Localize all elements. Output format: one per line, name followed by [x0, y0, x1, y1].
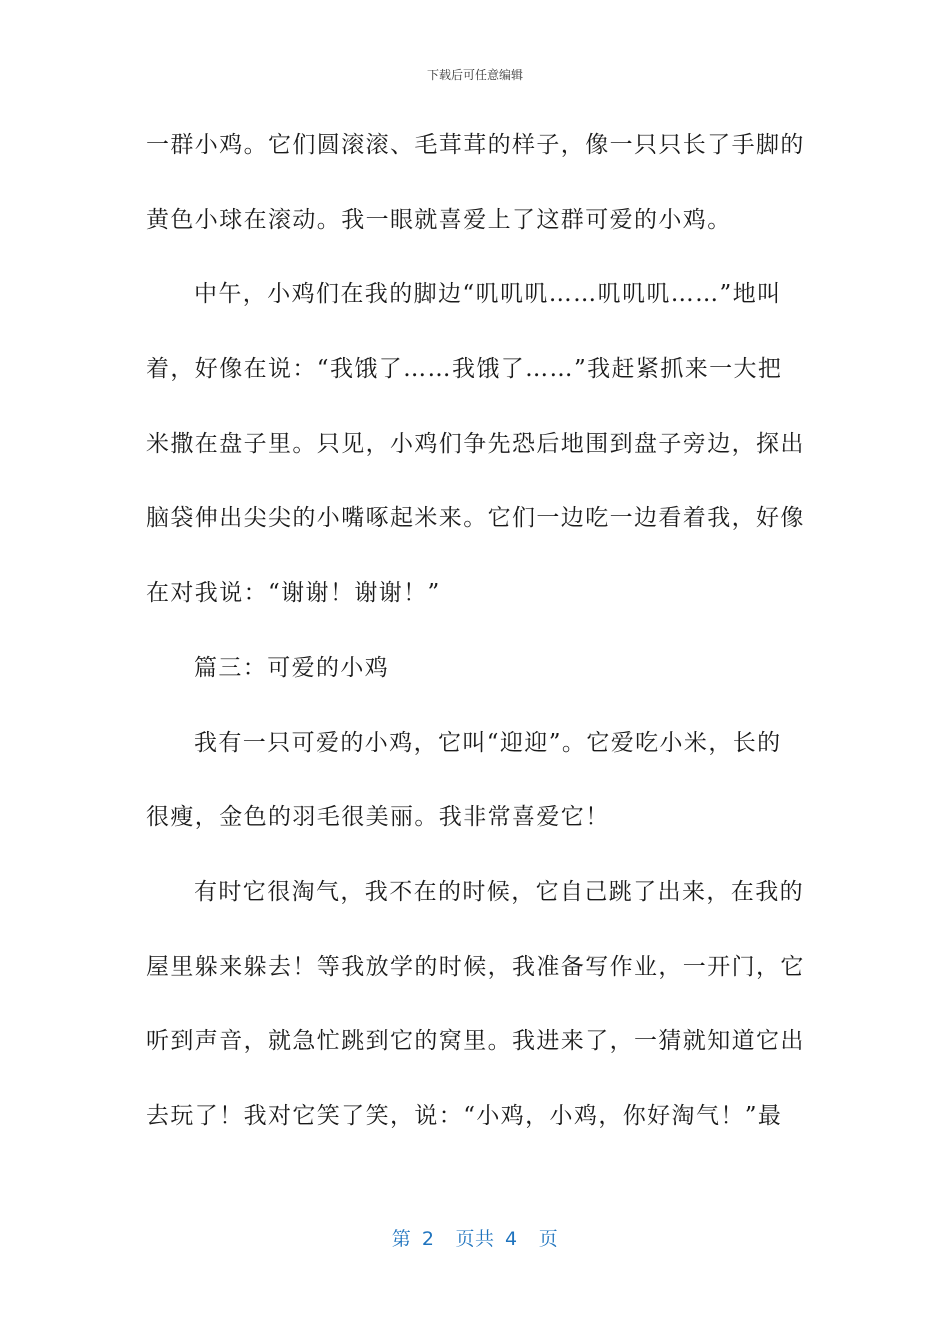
text-line: 屋里躲来躲去！等我放学的时候，我准备写作业，一开门，它	[146, 953, 805, 980]
document-body	[146, 115, 806, 1161]
text-line: 脑袋伸出尖尖的小嘴啄起米来。它们一边吃一边看着我，好像	[146, 505, 805, 532]
text-line: 去玩了！我对它笑了笑，说：“小鸡，小鸡，你好淘气！”最	[146, 1102, 783, 1129]
text-line: 在对我说：“谢谢！谢谢！”	[146, 580, 441, 607]
text-line: 有时它很淘气，我不在的时候，它自己跳了出来，在我的	[194, 878, 804, 905]
text-line: 一群小鸡。它们圆滚滚、毛茸茸的样子，像一只只长了手脚的	[146, 132, 805, 158]
text-line: 着，好像在说：“我饿了……我饿了……”我赶紧抓来一大把	[146, 356, 783, 383]
text-line: 米撒在盘子里。只见，小鸡们争先恐后地围到盘子旁边，探出	[146, 430, 805, 457]
section-heading: 篇三：可爱的小鸡	[194, 654, 390, 681]
text-line: 中午，小鸡们在我的脚边“叽叽叽……叽叽叽……”地叫	[194, 281, 782, 308]
text-line: 黄色小球在滚动。我一眼就喜爱上了这群可爱的小鸡。	[146, 206, 732, 233]
page-header-note: 下载后可任意编辑	[426, 68, 523, 82]
text-line: 我有一只可爱的小鸡，它叫“迎迎”。它爱吃小米，长的	[194, 729, 782, 756]
text-line: 很瘦，金色的羽毛很美丽。我非常喜爱它！	[146, 804, 610, 831]
page-number-label: 第 2 页共 4 页	[391, 1228, 559, 1250]
page-number-footer	[0, 1224, 950, 1251]
text-line: 听到声音，就急忙跳到它的窝里。我进来了，一猜就知道它出	[146, 1028, 805, 1055]
